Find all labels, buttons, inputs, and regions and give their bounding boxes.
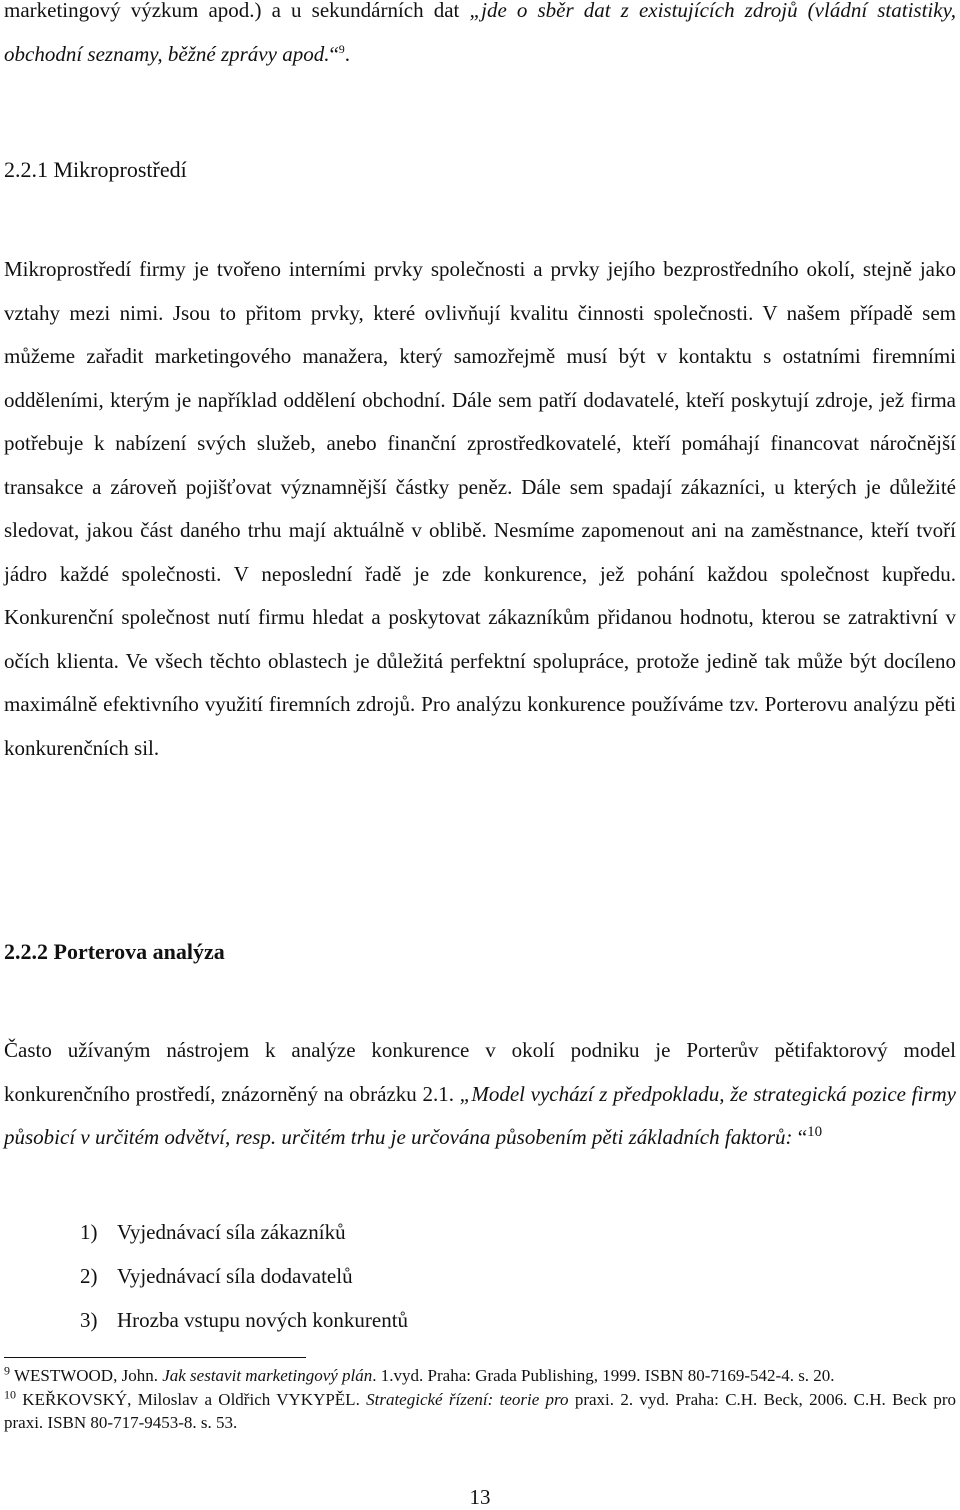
paragraph-text: marketingový výzkum apod.) a u sekundárních dat	[4, 0, 470, 22]
footnote	[4, 1388, 956, 1435]
page-number: 13	[469, 1485, 491, 1509]
closing-quote: “	[329, 41, 339, 66]
footnote-author: KEŘKOVSKÝ, Miloslav a Oldřich VYKYPĚL.	[16, 1389, 367, 1409]
list-item-text: Hrozba vstupu nových konkurentů	[117, 1308, 409, 1332]
factors-list	[80, 1210, 408, 1342]
footnote-author: WESTWOOD, John.	[10, 1366, 163, 1385]
list-item	[80, 1298, 408, 1342]
footnote-details: praxi. 2. vyd. Praha: C.H. Beck, 2006. C.H. Beck pro praxi. ISBN 80-717-9453-8. s. 53.	[4, 1389, 956, 1432]
list-item-text: Vyjednávací síla dodavatelů	[117, 1264, 353, 1288]
footnote-separator	[4, 1357, 306, 1358]
footnote-number: 10	[4, 1386, 16, 1401]
quoted-definition: „Model vychází z předpokladu, že strategická pozice firmy působicí v určitém odvětví, resp. určitém trhu je určována působením pěti základních faktorů:	[4, 1081, 956, 1149]
paragraph-end: .	[344, 41, 351, 66]
section-heading-mikroprostredi: 2.2.1 Mikroprostředí	[4, 157, 187, 182]
section-heading-porterova-analyza: 2.2.2 Porterova analýza	[4, 939, 225, 964]
footnote-details: . 1.vyd. Praha: Grada Publishing, 1999. ISBN 80-7169-542-4. s. 20.	[372, 1366, 835, 1385]
footnote-title: Strategické řízení: teorie pro	[366, 1389, 569, 1409]
list-number: 1)	[80, 1220, 98, 1244]
footnote-number: 9	[4, 1363, 10, 1378]
continued-paragraph	[4, 0, 956, 76]
list-number: 3)	[80, 1308, 98, 1332]
list-item-text: Vyjednávací síla zákazníků	[117, 1220, 346, 1244]
footnote-reference[interactable]: 9	[338, 41, 345, 56]
footnotes	[4, 1364, 956, 1435]
mikroprostredi-paragraph: Mikroprostředí firmy je tvořeno interními prvky společnosti a prvky jejího bezprostředního okolí, stejně jako vztahy mezi nimi. Jsou to přitom prvky, které ovlivňují kvalitu činnosti společnosti. V našem případě sem můžeme zařadit marketingového manažera, který samozřejmě musí být v kontaktu s ostatními firemními odděleními, kterým je například oddělení obchodní. Dále sem patří dodavatelé, kteří poskytují zdroje, jež firma potřebuje k nabízení svých služeb, anebo finanční zprostředkovatelé, kteří pomáhají financovat náročnější transakce a zároveň pojišťovat významnější částky peněz. Dále sem spadají zákazníci, u kterých je důležité sledovat, jakou část daného trhu mají aktuálně v oblibě. Nesmíme zapomenout ani na zaměstnance, kteří tvoří jádro každé společnosti. V neposlední řadě je zde konkurence, jež pohání každou společnost kupředu. Konkurenční společnost nutí firmu hledat a poskytovat zákazníkům přidanou hodnotu, kterou se zatraktivní v očích klienta. Ve všech těchto oblastech je důležitá perfektní spolupráce, protože jedině tak může být docíleno maximálně efektivního využití firemních zdrojů. Pro analýzu konkurence používáme tzv. Porterovu analýzu pěti konkurenčních sil.	[4, 257, 956, 760]
list-item	[80, 1254, 408, 1298]
footnote	[4, 1364, 956, 1388]
porter-paragraph	[4, 1029, 956, 1160]
quoted-definition: „jde o sběr dat z existujících zdrojů (vládní statistiky, obchodní seznamy, běžné zprávy apod.	[4, 0, 956, 66]
footnote-reference[interactable]: 10	[807, 1124, 823, 1140]
paragraph-text: Často užívaným nástrojem k analýze konkurence v okolí podniku je Porterův pětifaktorový model konkurenčního prostředí, znázorněný na obrázku 2.1.	[4, 1038, 956, 1106]
list-item	[80, 1210, 408, 1254]
list-number: 2)	[80, 1264, 98, 1288]
closing-quote: “	[792, 1125, 808, 1149]
footnote-title: Jak sestavit marketingový plán	[162, 1366, 373, 1385]
